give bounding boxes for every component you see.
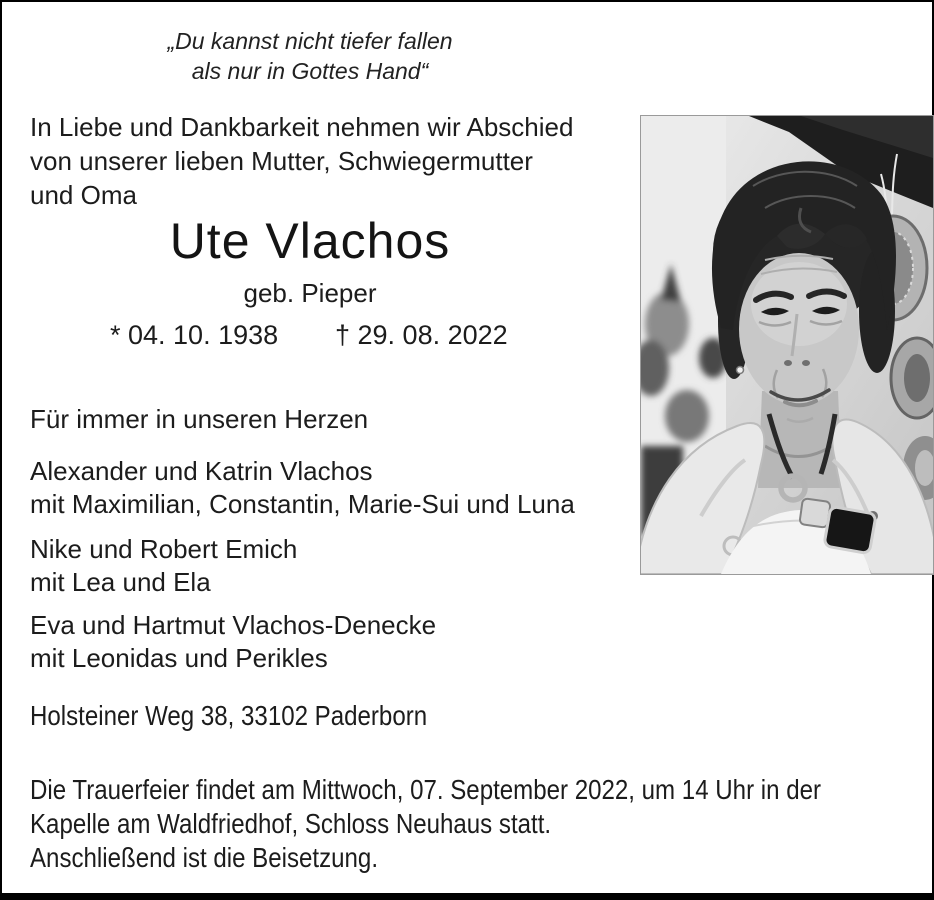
funeral-line3: Anschließend ist die Beisetzung. <box>30 842 379 873</box>
mourner-group-3-line1: Eva und Hartmut Vlachos-Denecke <box>30 610 437 640</box>
frame-left-rule <box>0 0 2 900</box>
mourner-group-2-line2: mit Lea und Ela <box>30 567 211 597</box>
mourner-group-3-line2: mit Leonidas und Perikles <box>30 643 328 673</box>
intro-line3: und Oma <box>30 180 137 210</box>
funeral-details <box>30 773 821 875</box>
deceased-name: Ute Vlachos <box>169 213 451 269</box>
funeral-line1: Die Trauerfeier findet am Mittwoch, 07. September 2022, um 14 Uhr in der <box>30 774 822 805</box>
memorial-quote-line2: als nur in Gottes Hand“ <box>191 58 429 84</box>
death-date: † 29. 08. 2022 <box>335 320 508 350</box>
memorial-quote <box>30 26 590 86</box>
address-line: Holsteiner Weg 38, 33102 Paderborn <box>30 700 428 731</box>
portrait-photo-illustration <box>641 116 933 574</box>
intro-line1: In Liebe und Dankbarkeit nehmen wir Abschied <box>30 112 574 142</box>
mourner-group-2 <box>30 533 297 599</box>
frame-top-rule <box>0 0 934 2</box>
frame-bottom-bar <box>0 893 934 900</box>
maiden-name: geb. Pieper <box>243 278 377 308</box>
funeral-line2: Kapelle am Waldfriedhof, Schloss Neuhaus statt. <box>30 808 552 839</box>
mourner-group-1 <box>30 455 575 521</box>
mourner-group-2-line1: Nike und Robert Emich <box>30 534 298 564</box>
mourner-group-3 <box>30 609 436 675</box>
intro-line2: von unserer lieben Mutter, Schwiegermutter <box>30 146 533 176</box>
mourner-group-1-line1: Alexander und Katrin Vlachos <box>30 456 373 486</box>
memorial-quote-line1: „Du kannst nicht tiefer fallen <box>167 28 453 54</box>
mourner-group-1-line2: mit Maximilian, Constantin, Marie-Sui und Luna <box>30 489 575 519</box>
birth-date: * 04. 10. 1938 <box>110 320 279 350</box>
intro-text <box>30 110 573 212</box>
tribute-line: Für immer in unseren Herzen <box>30 404 369 434</box>
portrait-photo <box>640 115 934 575</box>
